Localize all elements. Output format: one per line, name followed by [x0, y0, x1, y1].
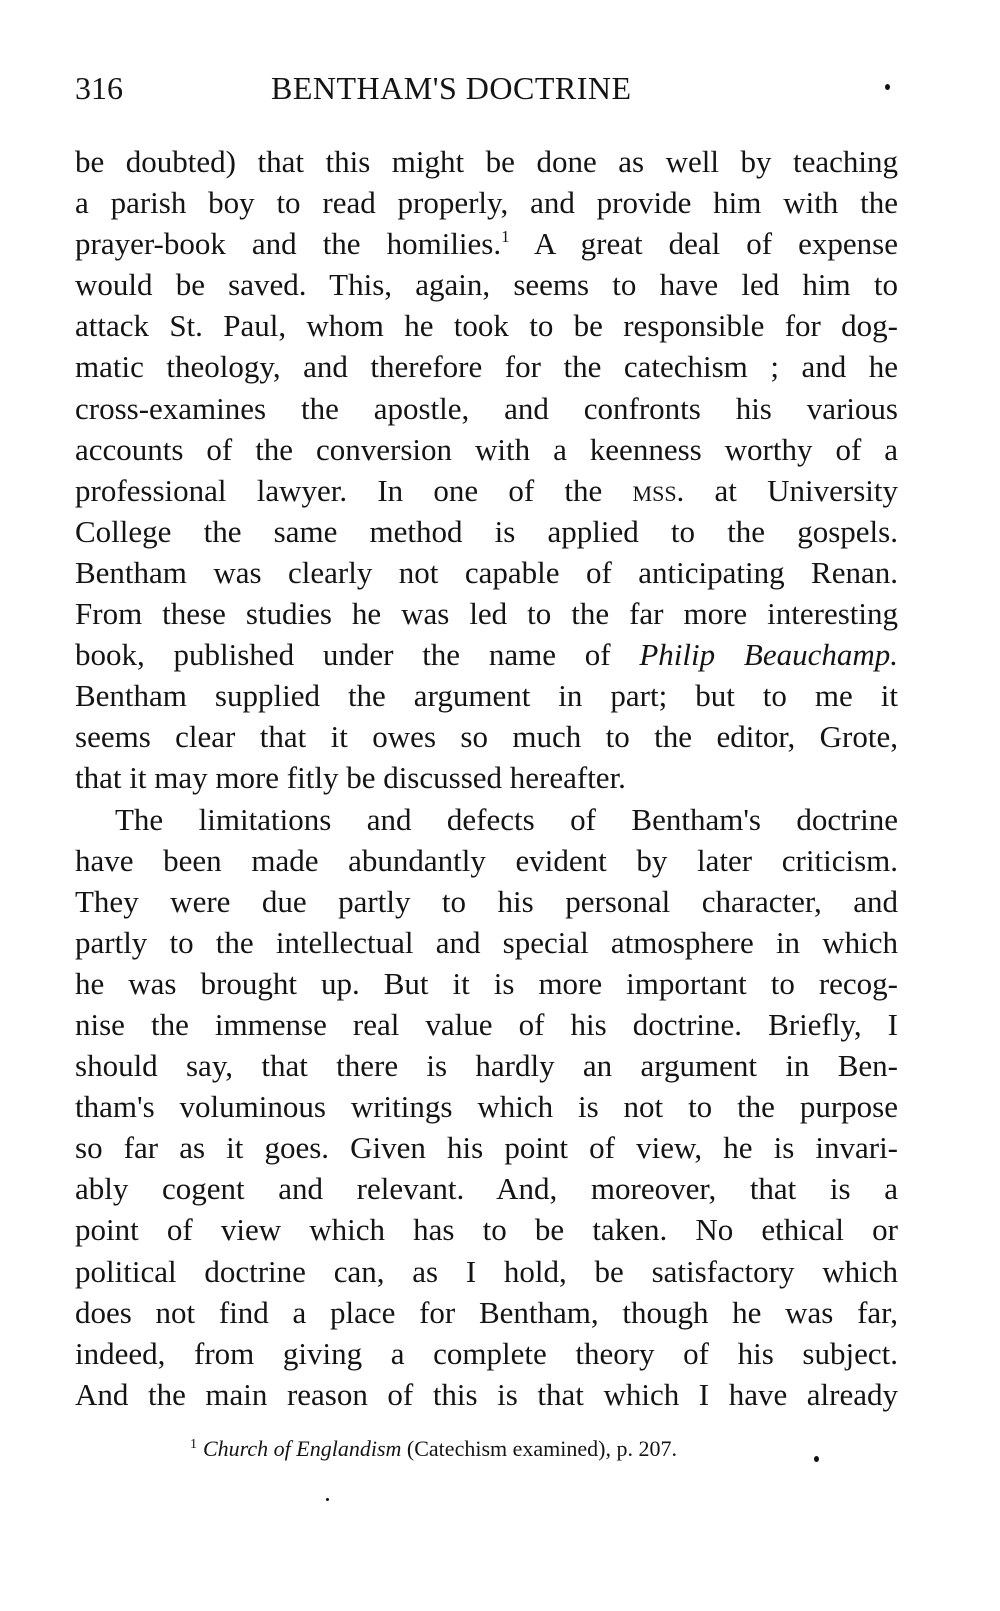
- text-run: would be saved. This, again, seems to have led him to: [75, 267, 898, 303]
- text-line: [75, 634, 898, 675]
- text-line: [75, 1086, 898, 1127]
- text-line: [75, 264, 898, 305]
- scan-speck: [326, 1498, 329, 1501]
- text-line: [75, 593, 898, 634]
- text-run: prayer-book and the homilies.: [75, 226, 502, 262]
- text-run: have been made abundantly evident by later criticism.: [75, 842, 898, 878]
- text-run: that it may more fitly be discussed hereafter.: [75, 760, 626, 796]
- text-run: And the main reason of this is that which I have already: [75, 1376, 898, 1412]
- text-line: [75, 1004, 898, 1045]
- scan-speck: [885, 84, 890, 90]
- text-run: Bentham supplied the argument in part; but to me it: [75, 678, 898, 714]
- text-line: [75, 552, 898, 593]
- text-line: [75, 675, 898, 716]
- text-line: [75, 223, 898, 264]
- text-line: [75, 346, 898, 387]
- text-run: seems clear that it owes so much to the editor, Grote,: [75, 719, 898, 755]
- text-run: accounts of the conversion with a keenness worthy of a: [75, 431, 898, 467]
- text-run: point of view which has to be taken. No ethical or: [75, 1212, 898, 1248]
- text-line: [75, 429, 898, 470]
- text-line: [75, 388, 898, 429]
- footnote-reference: 1: [501, 227, 510, 247]
- italic-title: Philip Beauchamp.: [639, 637, 898, 673]
- text-run: professional lawyer. In one of the: [75, 472, 633, 508]
- text-run: matic theology, and therefore for the catechism ; and he: [75, 349, 898, 385]
- text-line: [75, 799, 898, 840]
- text-line: [75, 1127, 898, 1168]
- text-line: [75, 1292, 898, 1333]
- text-run: does not find a place for Bentham, though he was far,: [75, 1294, 898, 1330]
- text-line: [75, 716, 898, 757]
- text-run: attack St. Paul, whom he took to be responsible for dog-: [75, 308, 898, 344]
- text-line: [75, 757, 898, 798]
- text-run: at University: [684, 472, 898, 508]
- footnote-marker: 1: [190, 1437, 197, 1452]
- text-run: so far as it goes. Given his point of view, he is invari-: [75, 1130, 898, 1166]
- text-line: [75, 1251, 898, 1292]
- text-line: [75, 1209, 898, 1250]
- text-run: should say, that there is hardly an argument in Ben-: [75, 1048, 898, 1084]
- text-run: book, published under the name of: [75, 637, 640, 673]
- scan-speck: [814, 1456, 819, 1462]
- text-line: [75, 881, 898, 922]
- text-run: a parish boy to read properly, and provide him with the: [75, 185, 898, 221]
- page-number: 316: [75, 70, 123, 106]
- text-line: [75, 1168, 898, 1209]
- text-line: [75, 1045, 898, 1086]
- footnote-title: Church of Englandism: [203, 1436, 402, 1461]
- text-line: [75, 511, 898, 552]
- text-run: The limitations and defects of Bentham's doctrine: [115, 801, 898, 837]
- text-run: From these studies he was led to the far more interesting: [75, 596, 898, 632]
- text-line: [75, 922, 898, 963]
- text-line: [75, 182, 898, 223]
- running-title: BENTHAM'S DOCTRINE: [271, 70, 632, 106]
- text-run: They were due partly to his personal character, and: [75, 883, 898, 919]
- text-run: tham's voluminous writings which is not to the purpose: [75, 1089, 898, 1125]
- text-line: [75, 1333, 898, 1374]
- text-line: [75, 840, 898, 881]
- text-run: mss.: [632, 472, 685, 508]
- text-run: cross-examines the apostle, and confronts his various: [75, 390, 898, 426]
- text-run: A great deal of expense: [509, 226, 898, 262]
- text-line: [75, 470, 898, 511]
- text-run: Bentham was clearly not capable of anticipating Renan.: [75, 554, 898, 590]
- text-run: political doctrine can, as I hold, be satisfactory which: [75, 1253, 898, 1289]
- text-line: [75, 1374, 898, 1415]
- text-line: [75, 141, 898, 182]
- text-run: ably cogent and relevant. And, moreover, that is a: [75, 1171, 898, 1207]
- footnote: [190, 1436, 677, 1462]
- text-line: [75, 305, 898, 346]
- footnote-text: (Catechism examined), p. 207.: [401, 1436, 677, 1461]
- text-run: he was brought up. But it is more important to recog-: [75, 965, 898, 1001]
- text-run: indeed, from giving a complete theory of his subject.: [75, 1335, 898, 1371]
- text-run: College the same method is applied to the gospels.: [75, 513, 898, 549]
- text-run: nise the immense real value of his doctrine. Briefly, I: [75, 1006, 898, 1042]
- text-run: be doubted) that this might be done as well by teaching: [75, 144, 898, 179]
- text-line: [75, 963, 898, 1004]
- text-run: partly to the intellectual and special atmosphere in which: [75, 924, 898, 960]
- running-header: [75, 70, 900, 115]
- body-text: [75, 141, 898, 1415]
